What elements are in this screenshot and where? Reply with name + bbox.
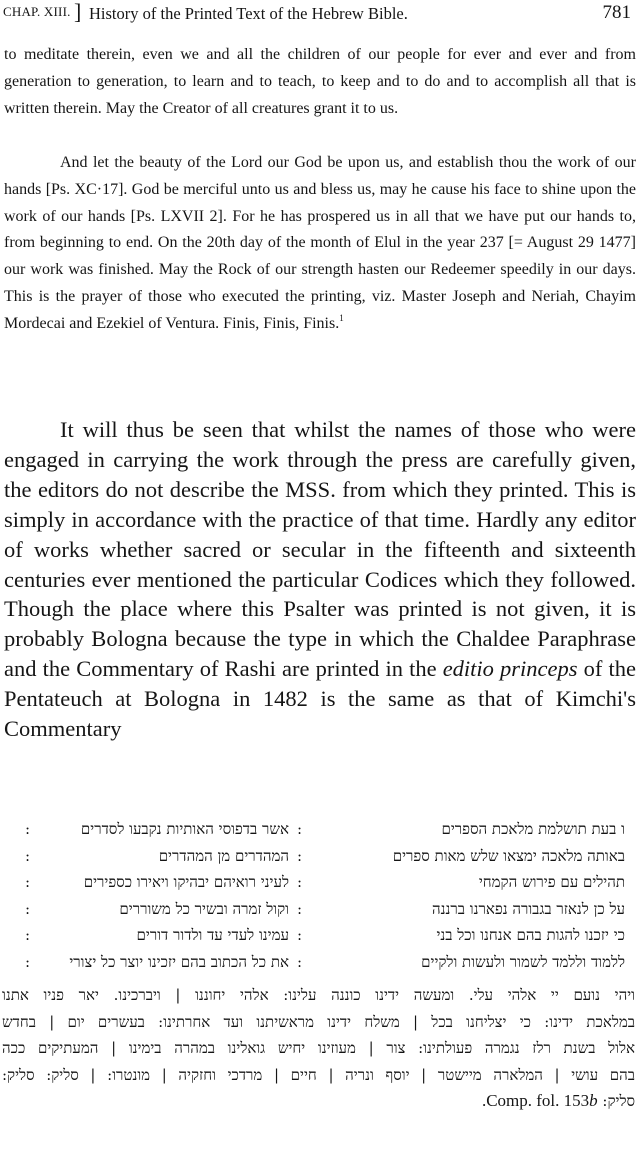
- verse-middle-mark: :: [296, 926, 302, 944]
- hebrew-line: במלאכת ידינו: כי יצליחנו בכל | משלח ידינו מראשיתנו ועד אחרתינו: בעשרים יום | בחדש: [2, 1012, 635, 1031]
- verse-second-half: לעיני רואיהם יבהיקו ויאירו כספירים: [83, 873, 289, 891]
- body-paragraph: [4, 415, 636, 744]
- hebrew-line-final: סליק: Comp. fol. 153b.: [481, 1091, 635, 1110]
- verse-first-half: ו בעת תושלמת מלאכת הספרים: [441, 820, 625, 838]
- verse-row: [2, 845, 635, 872]
- header-bracket: ]: [74, 0, 82, 24]
- verse-first-half: תהילים עם פירוש הקמחי: [478, 873, 625, 891]
- verse-second-half: את כל הכתוב בהם יזכינו יוצר כל יצורי: [69, 952, 289, 971]
- verse-middle-mark: :: [296, 952, 302, 971]
- text-line: Redeemer speedily in our days. This is the prayer of those who executed: [4, 261, 636, 305]
- text-line: creatures grant it to us.: [251, 99, 399, 117]
- translation-paragraph-2: [4, 150, 636, 338]
- verse-row: [2, 871, 635, 898]
- verse-second-half: עמינו לעדי עד ולדור דורים: [136, 926, 289, 944]
- verse-first-half: ללמוד וללמד לשמור ולעשות ולקיים: [421, 952, 625, 971]
- verse-end-mark: :: [24, 952, 30, 971]
- text-line: 1477] our work was finished. May the Rock of our strength hasten our: [4, 234, 636, 279]
- verse-end-mark: :: [24, 820, 30, 838]
- running-title: History of the Printed Text of the Hebrew Bible.: [89, 4, 408, 23]
- text-line: of Ventura. Finis, Finis, Finis.: [148, 314, 340, 332]
- hebrew-word: סליק: [607, 1092, 635, 1110]
- verse-middle-mark: :: [296, 899, 302, 918]
- text-line: And let the beauty of the Lord our God be upon us, and establish: [60, 154, 499, 171]
- body-text-end: of the Pentateuch at Bologna in 1482 is the same as that of Kimchi's Commentary: [4, 656, 636, 742]
- verse-first-half: כי יזכנו להגות בהם אנחנו וכל בני: [436, 926, 625, 944]
- verse-row: [2, 951, 635, 978]
- body-text: It will thus be seen that whilst the names of those who were engaged in carrying the work through the press are carefully given, the editors do not describe the MSS. from which they printed. This is simply in accordance with the practice of that time. Hardly any editor of works whether sacred or secular in the fifteenth and sixteenth centuries ever mentioned the particular Codices which they followed. Though the place where this Psalter was printed is not given, it is probably Bologna because the type in which the Chaldee Paraphrase and the Commentary of Rashi are printed in the: [4, 417, 636, 682]
- running-header: [3, 2, 635, 24]
- italic-term: editio princeps: [442, 656, 578, 682]
- source-reference: Comp. fol. 153b.: [481, 1091, 598, 1110]
- text-line: us, may he cause his face to shine upon the work of our hands [Ps. LXVII 2].: [4, 180, 636, 225]
- chapter-label: CHAP. XIII.: [3, 4, 71, 19]
- text-line: the printing, viz. Master Joseph and Neriah, Chayim Mordecai and Ezekiel: [4, 287, 636, 332]
- hebrew-verse-colophon: [2, 818, 635, 977]
- hebrew-line: אלול בשנת רלז נגמרה פעולתינו: צור | מעוזינו יחיש גואלינו במהרה בימינו | המעתיקים ככה: [2, 1039, 635, 1057]
- verse-end-mark: :: [24, 926, 30, 944]
- text-line: thou the work of our hands [Ps. XC·17]. God be merciful unto us and bless: [4, 154, 636, 198]
- verse-row: [2, 924, 635, 951]
- text-line: to end. On the 20th day of the month of Elul in the year 237 [= August 29: [108, 234, 599, 252]
- verse-row: [2, 818, 635, 845]
- verse-second-half: המהדרים מן המהדרים: [158, 846, 289, 865]
- text-line: to meditate therein, even we and all the children of our people for ever and: [4, 46, 540, 63]
- verse-end-mark: :: [24, 846, 30, 865]
- verse-first-half: באותה מלאכה ימצאו שלש מאות ספרים: [392, 846, 625, 865]
- verse-middle-mark: :: [296, 846, 302, 865]
- verse-end-mark: :: [24, 873, 30, 891]
- translation-paragraph-1: [4, 42, 636, 122]
- verse-second-half: וקול זמרה ובשיר כל משוררים: [119, 899, 289, 918]
- hebrew-line: בהם עושי | המלארה מיישטר | יוסף ונריה | חיים | מרדכי וחזקיה | מונטרו: | סליק: סליק:: [2, 1065, 635, 1084]
- verse-row: [2, 898, 635, 925]
- text-line: For he has prospered us in all that we have put our hands to, from beginning: [4, 207, 636, 252]
- page-number: 781: [602, 2, 631, 23]
- footnote-marker: 1: [339, 312, 344, 323]
- hebrew-line: ויהי נועם יי אלהי עלי. ומעשה ידינו כוננה עלינו: אלהי יחוננו | ויברכינו. יאר פניו אתנו: [2, 986, 635, 1004]
- verse-middle-mark: :: [296, 820, 302, 838]
- hebrew-prose-colophon: [2, 982, 635, 1115]
- verse-first-half: על כן לנאזר בגבורה נפארנו ברננה: [432, 899, 625, 918]
- verse-end-mark: :: [24, 899, 30, 918]
- text-line: ever and from generation to generation, to learn and to teach, to keep and: [4, 46, 637, 90]
- text-line: to do and to accomplish all that is written therein. May the Creator of all: [4, 72, 636, 117]
- verse-second-half: אשר בדפוסי האותיות נקבעו לסדרים: [80, 820, 289, 838]
- verse-middle-mark: :: [296, 873, 302, 891]
